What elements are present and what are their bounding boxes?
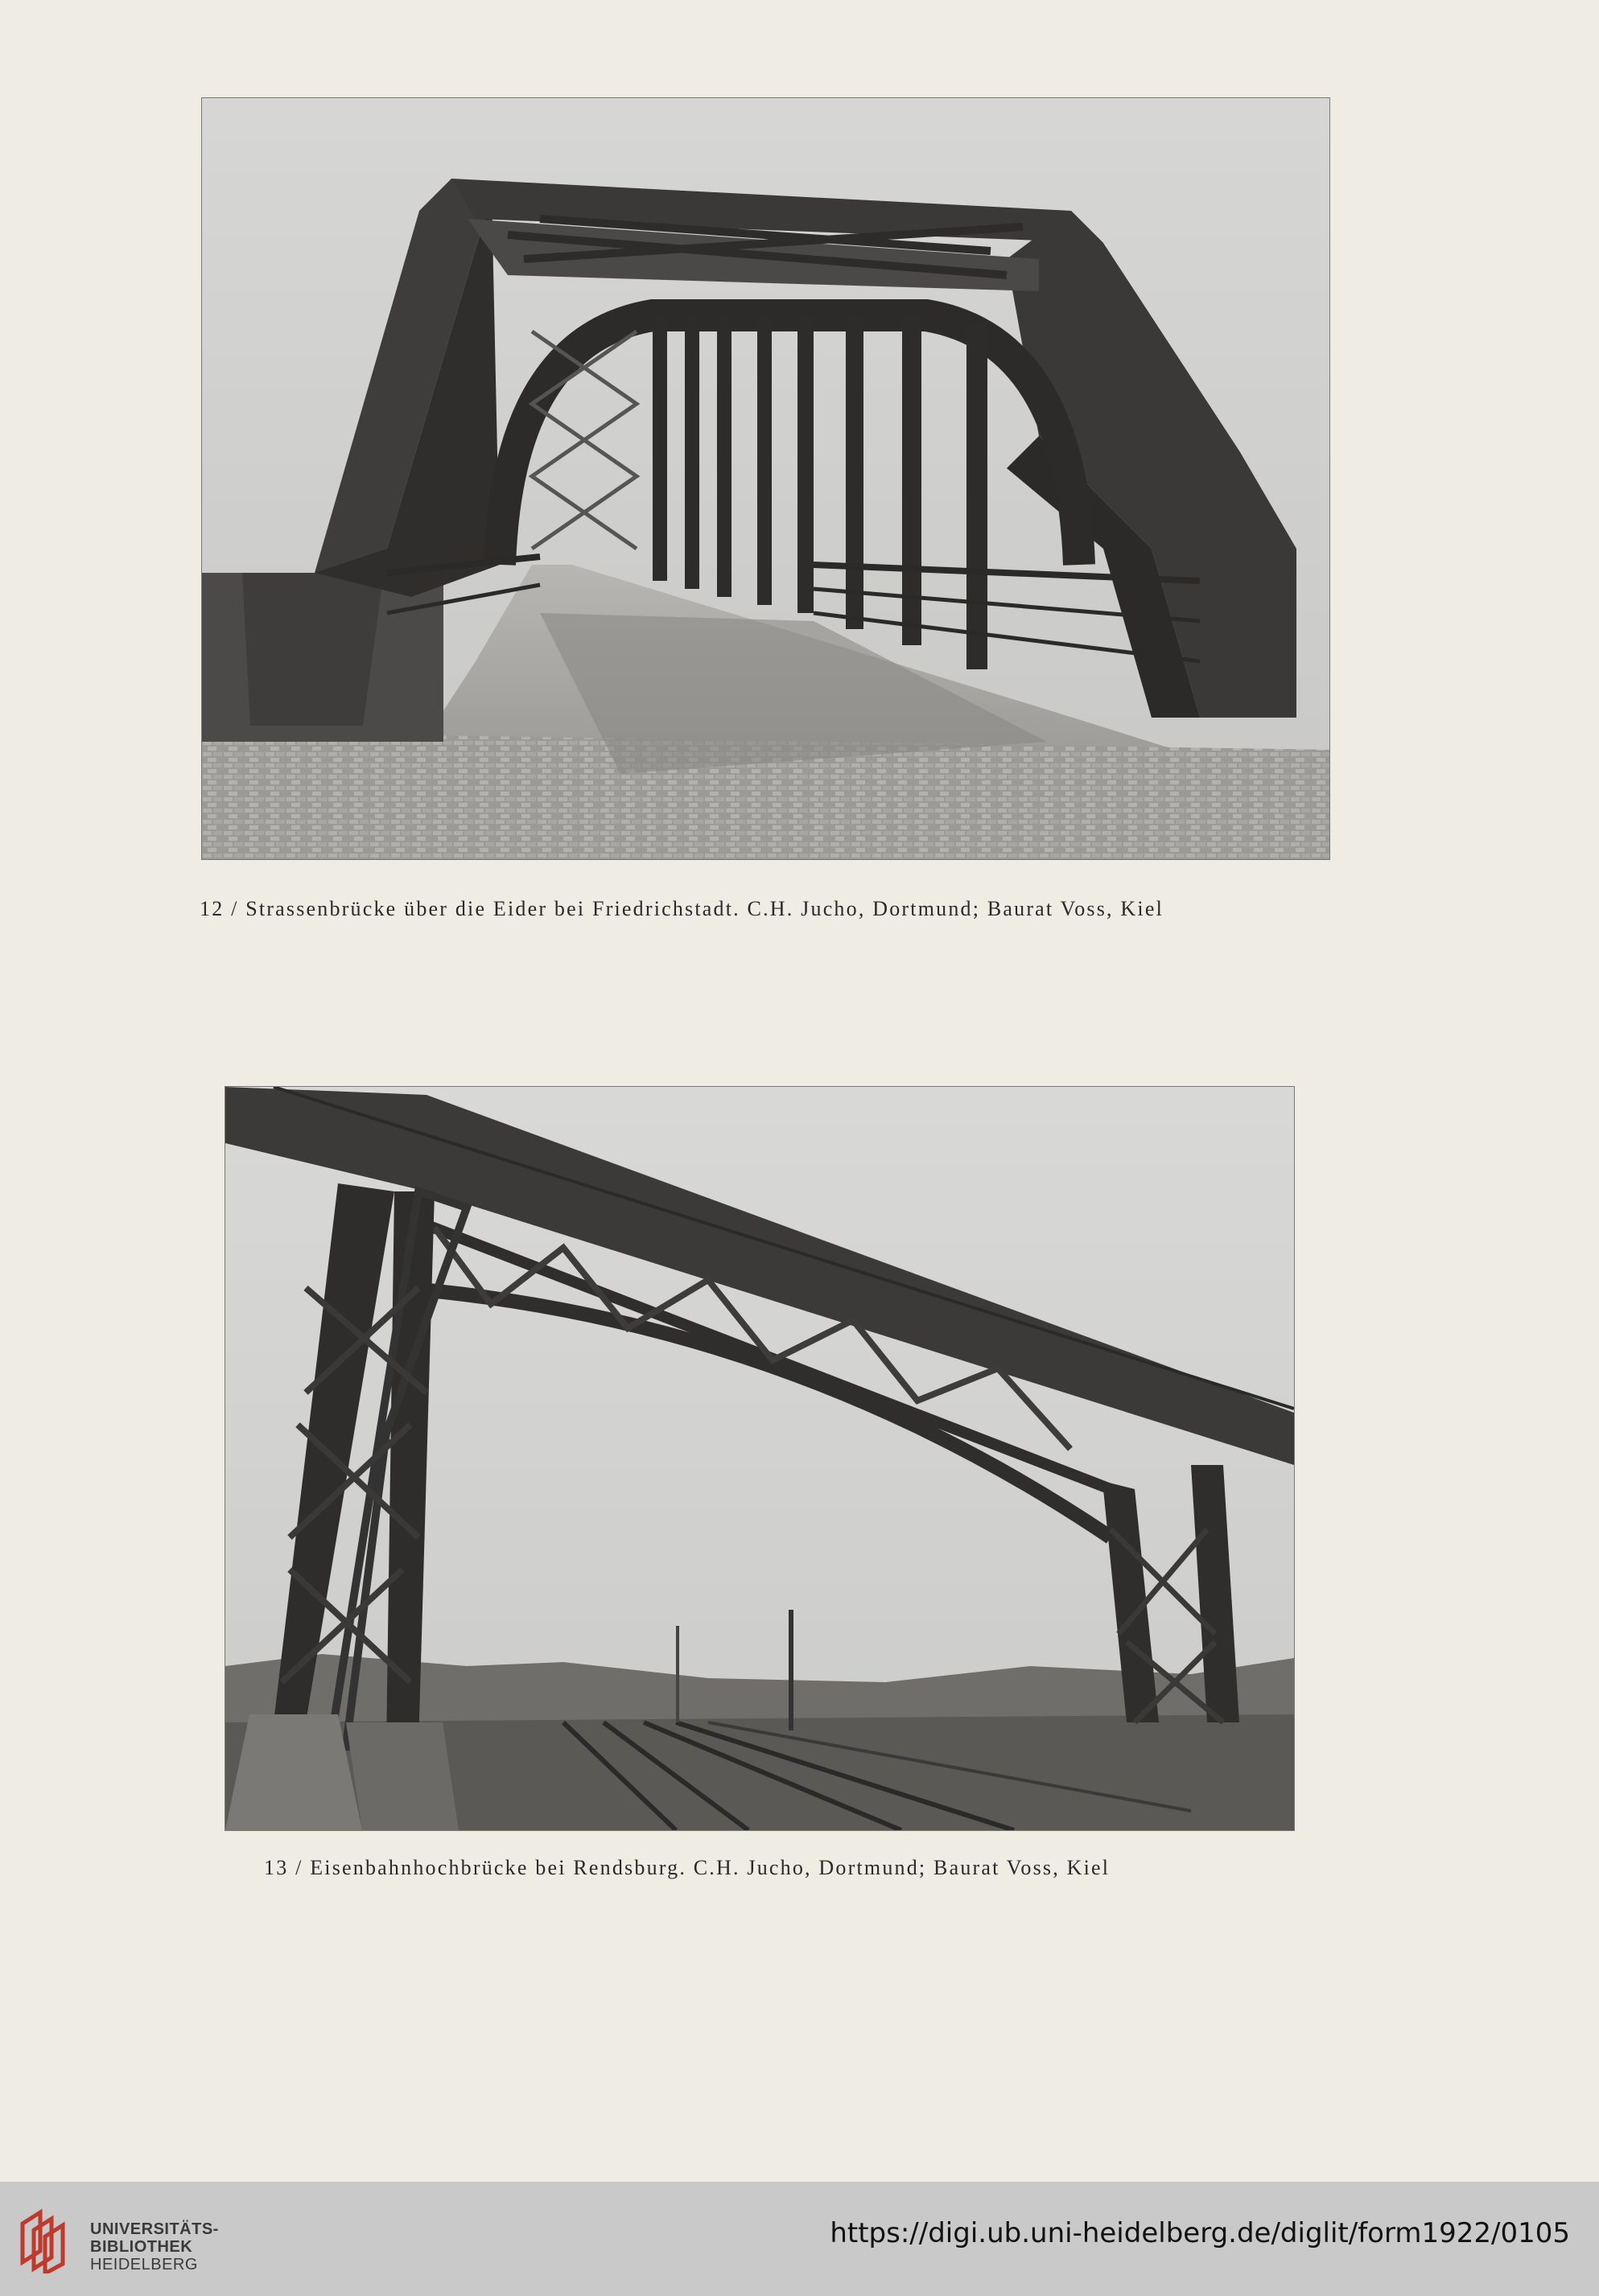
figure-13-caption: 13 / Eisenbahnhochbrücke bei Rendsburg. C.H. Jucho, Dortmund; Baurat Voss, Kiel	[264, 1856, 1111, 1879]
permalink-url[interactable]: https://digi.ub.uni-heidelberg.de/diglit/form1922/0105	[830, 2217, 1570, 2249]
figure-12-photo	[202, 98, 1329, 859]
library-name-line2: BIBLIOTHEK	[90, 2238, 193, 2256]
library-footer	[0, 2182, 1599, 2296]
library-logo[interactable]	[16, 2198, 219, 2278]
figure-12-caption: 12 / Strassenbrücke über die Eider bei Friedrichstadt. C.H. Jucho, Dortmund; Baurat Voss, Kiel	[200, 897, 1164, 920]
library-name	[90, 2220, 219, 2273]
library-logo-icon	[16, 2206, 77, 2273]
library-name-line1: UNIVERSITÄTS-	[90, 2220, 219, 2238]
library-name-line3: HEIDELBERG	[90, 2256, 198, 2273]
figure-13-photo	[225, 1087, 1294, 1830]
